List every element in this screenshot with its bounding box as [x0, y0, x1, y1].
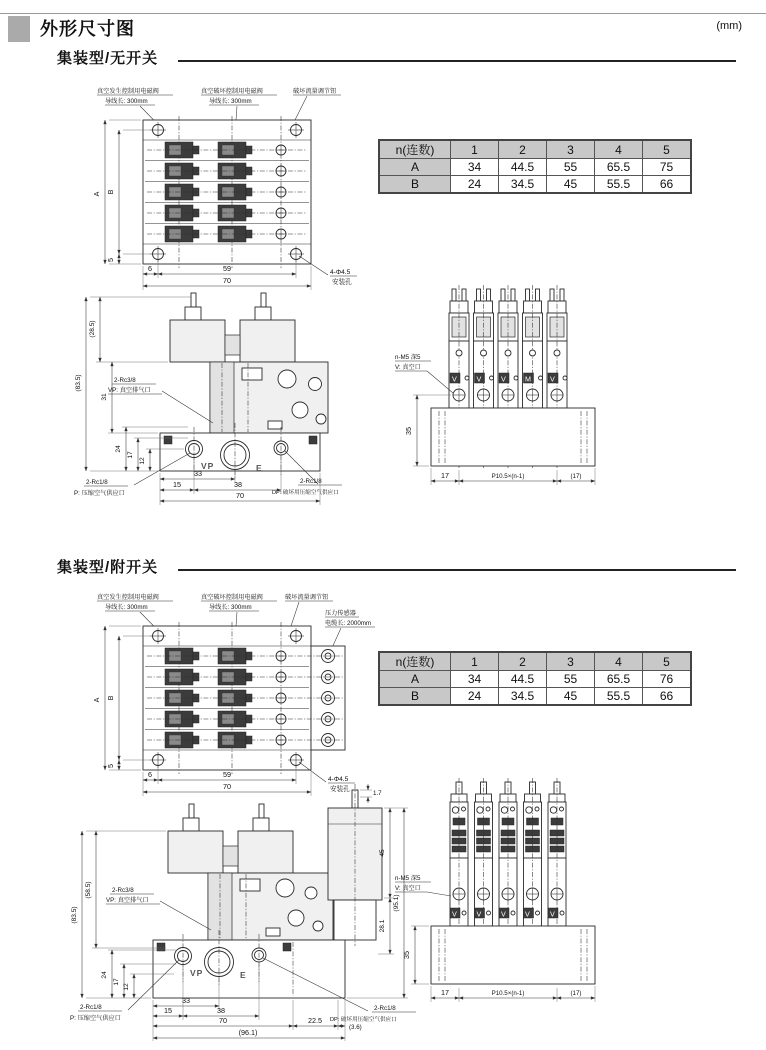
header-cell: 5: [643, 652, 692, 671]
cell: 34.5: [499, 688, 547, 706]
s2-side-view-drawing: [393, 776, 633, 1014]
s2-side-callout: [395, 874, 451, 896]
table-row: [379, 688, 691, 706]
station-mark: V: [501, 909, 506, 919]
dim-24: 24: [101, 971, 108, 979]
dim-pitch: P10.5×(n-1): [491, 990, 525, 997]
cell: 34: [451, 671, 499, 688]
dp-port-label: DP: 破坏用压缩空气供应口: [272, 490, 339, 496]
mount-hole-size: 4-Φ4.5: [328, 776, 349, 783]
dim-3-6: (3.6): [349, 1024, 362, 1031]
port-mark-e: E: [240, 970, 247, 980]
dim-17-right: (17): [570, 473, 582, 480]
cell: 24: [451, 176, 499, 194]
dim-15: 15: [173, 480, 181, 489]
station-mark: V: [525, 909, 530, 919]
p-port-label: P: 压缩空气供应口: [70, 1015, 121, 1022]
station-mark: V: [476, 909, 482, 919]
header-cell: 3: [547, 652, 595, 671]
callout-pressure-sensor-lead: 电缆长: 2000mm: [325, 620, 372, 627]
cell: 44.5: [499, 671, 547, 688]
cell: 45: [547, 176, 595, 194]
dim-35: 35: [404, 427, 413, 435]
dim-95-1: (95.1): [393, 894, 400, 912]
p-port-size: 2-Rc1/8: [80, 1004, 102, 1011]
dim-38: 38: [234, 480, 242, 489]
dim-5: 5: [106, 258, 115, 262]
section1-heading: 集装型/无开关: [57, 50, 159, 67]
dim-B: B: [106, 189, 115, 195]
p-port-size: 2-Rc1/8: [86, 479, 108, 486]
cell: 66: [643, 176, 692, 194]
dim-45: 45: [379, 849, 386, 857]
header-cell: 4: [595, 652, 643, 671]
header-cell: 3: [547, 140, 595, 159]
dim-31: 31: [101, 393, 108, 401]
dim-28-1: 28.1: [379, 919, 386, 933]
mount-hole-label: 安装孔: [330, 786, 350, 793]
s1-side-view-drawing: [393, 283, 633, 503]
station-mark: V: [452, 374, 457, 384]
dim-A: A: [92, 697, 101, 703]
dim-70: 70: [219, 1016, 227, 1025]
dim-70: 70: [223, 782, 231, 791]
dim-12: 12: [123, 983, 130, 991]
cell: 65.5: [595, 671, 643, 688]
cell: 55.5: [595, 176, 643, 194]
s1-dimension-table: [378, 139, 692, 194]
dim-38: 38: [217, 1006, 225, 1015]
callout-flow-knob: 破坏流量调节钮: [285, 594, 329, 601]
dim-33: 33: [182, 996, 190, 1005]
section2-heading: 集装型/附开关: [57, 559, 159, 576]
dim-70: 70: [223, 276, 231, 285]
dim-B: B: [106, 695, 115, 701]
v-port-label: V: 真空口: [395, 364, 421, 371]
top-rule: [0, 13, 766, 14]
callout-pressure-sensor: 压力传感器: [325, 610, 356, 617]
station-mark: V: [550, 909, 555, 919]
cell: 75: [643, 159, 692, 176]
callout-flow-knob: 破坏流量调节钮: [293, 88, 337, 95]
row-label: B: [379, 176, 451, 194]
cell: 55: [547, 159, 595, 176]
dim-28-5: (28.5): [89, 320, 96, 338]
vp-port-label: VP: 真空排气口: [106, 897, 149, 904]
dim-1-7: 1.7: [373, 790, 382, 797]
section1-rule: [178, 60, 736, 62]
dim-17-right: (17): [570, 990, 582, 997]
port-mark-e: E: [256, 463, 263, 473]
callout-solenoid-generate: 真空发生控制用电磁阀: [97, 594, 159, 601]
header-cell: 2: [499, 140, 547, 159]
vp-port-size: 2-Rc3/8: [112, 887, 134, 894]
station-mark: V: [476, 374, 482, 384]
vp-port-size: 2-Rc3/8: [114, 377, 136, 384]
p-port-label: P: 压缩空气供应口: [74, 490, 125, 497]
callout-solenoid-generate-lead: 导线长: 300mm: [105, 98, 148, 105]
header-cell: n(连数): [379, 140, 451, 159]
dim-96-1: (96.1): [238, 1028, 258, 1037]
dim-6: 6: [148, 264, 152, 273]
dim-70: 70: [236, 491, 244, 500]
header-cell: 4: [595, 140, 643, 159]
dim-58-5: (58.5): [85, 881, 92, 899]
s1-side-base: [431, 408, 595, 466]
cell: 45: [547, 688, 595, 706]
row-label: A: [379, 671, 451, 688]
cell: 65.5: [595, 159, 643, 176]
v-port-size: n-M5 深5: [395, 875, 421, 882]
s2-side-base: [431, 926, 595, 984]
station-mark: V: [501, 374, 506, 384]
s2-dimension-table: [378, 651, 692, 706]
port-mark-vp: VP: [190, 968, 204, 978]
table-row: [379, 159, 691, 176]
table-row: [379, 671, 691, 688]
dim-17: 17: [441, 988, 449, 997]
mount-hole-label: 安装孔: [332, 279, 352, 286]
dim-A: A: [92, 191, 101, 197]
dim-59: 59: [223, 264, 231, 273]
page-title: 外形尺寸图: [40, 19, 135, 39]
dp-port-size: 2-Rc1/8: [300, 478, 322, 485]
header-cell: 2: [499, 652, 547, 671]
row-label: B: [379, 688, 451, 706]
dim-6: 6: [148, 770, 152, 779]
v-port-size: n-M5 深5: [395, 354, 421, 361]
header-cell: 5: [643, 140, 692, 159]
station-mark: M: [525, 374, 531, 384]
cell: 34.5: [499, 176, 547, 194]
s2-front-view-drawing: [68, 780, 418, 1050]
mount-hole-size: 4-Φ4.5: [330, 269, 351, 276]
callout-solenoid-break: 真空破坏控制用电磁阀: [201, 594, 263, 601]
callout-solenoid-break-lead: 导线长: 300mm: [209, 604, 252, 611]
cell: 55.5: [595, 688, 643, 706]
callout-solenoid-generate: 真空发生控制用电磁阀: [97, 88, 159, 95]
cell: 34: [451, 159, 499, 176]
header-cell: 1: [451, 140, 499, 159]
corner-marker: [8, 16, 30, 42]
row-label: A: [379, 159, 451, 176]
cell: 76: [643, 671, 692, 688]
port-mark-vp: VP: [201, 461, 215, 471]
s1-side-callout: [395, 353, 453, 393]
header-cell: n(连数): [379, 652, 451, 671]
callout-solenoid-break: 真空破坏控制用电磁阀: [201, 88, 263, 95]
dim-33: 33: [194, 469, 202, 478]
dim-5: 5: [106, 764, 115, 768]
station-mark: V: [452, 909, 457, 919]
dim-24: 24: [115, 445, 122, 453]
dim-15: 15: [164, 1006, 172, 1015]
s1-top-view-drawing: [85, 84, 385, 294]
dp-port-label: DP: 破坏用压缩空气供应口: [330, 1017, 397, 1023]
s1-front-body: [160, 293, 328, 479]
cell: 66: [643, 688, 692, 706]
cell: 55: [547, 671, 595, 688]
dim-pitch: P10.5×(n-1): [491, 473, 525, 480]
dim-35: 35: [402, 951, 411, 959]
s2-front-body: [153, 784, 382, 998]
dp-port-size: 2-Rc1/8: [374, 1005, 396, 1012]
s1-front-view-drawing: [72, 283, 362, 518]
cell: 44.5: [499, 159, 547, 176]
table-row: [379, 176, 691, 194]
s2-top-view-drawing: [85, 590, 385, 805]
dim-17: 17: [127, 451, 134, 459]
dim-83-5: (83.5): [75, 374, 82, 392]
dim-22-5: 22.5: [308, 1016, 322, 1025]
dim-83-5: (83.5): [71, 906, 78, 924]
section2-rule: [178, 569, 736, 571]
v-port-label: V: 真空口: [395, 885, 421, 892]
station-mark: V: [550, 374, 555, 384]
dim-17: 17: [441, 471, 449, 480]
header-cell: 1: [451, 652, 499, 671]
dim-12: 12: [139, 457, 146, 465]
vp-port-label: VP: 真空排气口: [108, 387, 151, 394]
dim-59: 59: [223, 770, 231, 779]
cell: 24: [451, 688, 499, 706]
callout-solenoid-break-lead: 导线长: 300mm: [209, 98, 252, 105]
callout-solenoid-generate-lead: 导线长: 300mm: [105, 604, 148, 611]
unit-label: (mm): [716, 20, 742, 32]
dim-17: 17: [113, 978, 120, 986]
